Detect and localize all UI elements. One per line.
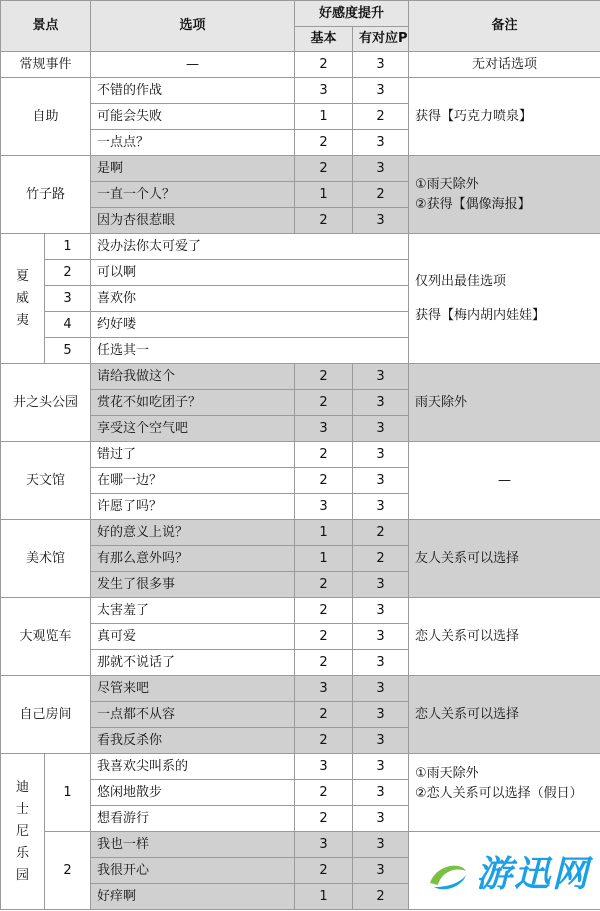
option-cell: 在哪一边？ [91, 468, 295, 494]
option-cell: 有那么意外吗？ [91, 546, 295, 572]
with-p-cell: 3 [353, 156, 409, 182]
location-cell: 井之头公园 [1, 364, 91, 442]
table-row [1, 364, 600, 390]
table-row [1, 442, 600, 468]
base-cell: 3 [295, 754, 353, 780]
note-line: ②获得【偶像海报】 [415, 196, 531, 212]
base-cell: 1 [295, 884, 353, 910]
location-cell: 自助 [1, 78, 91, 156]
location-cell-vertical [1, 754, 45, 910]
note-cell [409, 754, 600, 832]
note-line: ①雨天除外 [415, 176, 479, 192]
location-name: 迪士尼乐园 [15, 779, 29, 883]
option-cell: 任选其一 [91, 338, 409, 364]
option-cell: 请给我做这个 [91, 364, 295, 390]
location-cell-vertical [1, 234, 45, 364]
base-cell: 1 [295, 182, 353, 208]
note-line: ①雨天除外 [415, 766, 479, 781]
base-cell: 2 [295, 390, 353, 416]
option-cell: 享受这个空气吧 [91, 416, 295, 442]
base-cell: 2 [295, 624, 353, 650]
with-p-cell: 3 [353, 130, 409, 156]
with-p-cell: 3 [353, 468, 409, 494]
location-cell: 天文馆 [1, 442, 91, 520]
note-cell: 友人关系可以选择 [409, 520, 600, 598]
option-cell: 太害羞了 [91, 598, 295, 624]
base-cell: 2 [295, 130, 353, 156]
option-cell: 不错的作战 [91, 78, 295, 104]
with-p-cell: 3 [353, 52, 409, 78]
header-option: 选项 [91, 1, 295, 52]
note-line: 仅列出最佳选项 [415, 273, 507, 289]
table-row [1, 78, 600, 104]
with-p-cell: 3 [353, 754, 409, 780]
note-cell: 雨天除外 [409, 364, 600, 442]
with-p-cell: 2 [353, 546, 409, 572]
with-p-cell: 2 [353, 520, 409, 546]
with-p-cell: 3 [353, 780, 409, 806]
header-affection: 好感度提升 [295, 1, 409, 27]
base-cell: 2 [295, 442, 353, 468]
base-cell: 3 [295, 494, 353, 520]
location-name: 夏威夷 [15, 268, 29, 328]
with-p-cell: 3 [353, 676, 409, 702]
note-cell: 恋人关系可以选择 [409, 676, 600, 754]
table-row [1, 520, 600, 546]
watermark-text: 游迅网 [475, 854, 590, 895]
base-cell: 2 [295, 572, 353, 598]
with-p-cell: 3 [353, 624, 409, 650]
with-p-cell: 2 [353, 104, 409, 130]
table-row [1, 754, 600, 780]
base-cell: 2 [295, 806, 353, 832]
option-cell: 约好喽 [91, 312, 409, 338]
option-cell: 因为杏很惹眼 [91, 208, 295, 234]
base-cell: 1 [295, 546, 353, 572]
step-number: 1 [45, 234, 91, 260]
header-base: 基本 [295, 27, 353, 52]
option-cell: 一直一个人？ [91, 182, 295, 208]
option-cell: 许愿了吗？ [91, 494, 295, 520]
option-cell: 好痒啊 [91, 884, 295, 910]
table-row [1, 598, 600, 624]
with-p-cell: 3 [353, 832, 409, 858]
base-cell: 2 [295, 780, 353, 806]
location-cell: 竹子路 [1, 156, 91, 234]
option-cell: 可能会失败 [91, 104, 295, 130]
note-cell [409, 156, 600, 234]
note-cell [409, 234, 600, 364]
location-cell: 美术馆 [1, 520, 91, 598]
base-cell: 2 [295, 156, 353, 182]
base-cell: 3 [295, 676, 353, 702]
option-cell: 一点都不从容 [91, 702, 295, 728]
with-p-cell: 3 [353, 442, 409, 468]
table-row [1, 234, 600, 260]
with-p-cell: 3 [353, 650, 409, 676]
base-cell: 3 [295, 832, 353, 858]
table-row [1, 52, 600, 78]
step-number: 1 [45, 754, 91, 832]
header-row-top [1, 1, 600, 27]
site-watermark [426, 846, 590, 897]
header-location: 景点 [1, 1, 91, 52]
with-p-cell: 3 [353, 494, 409, 520]
step-number: 2 [45, 260, 91, 286]
base-cell: 3 [295, 78, 353, 104]
option-cell: 那就不说话了 [91, 650, 295, 676]
base-cell: 2 [295, 598, 353, 624]
note-cell: — [409, 442, 600, 520]
base-cell: 3 [295, 416, 353, 442]
base-cell: 2 [295, 52, 353, 78]
option-cell: 没办法你太可爱了 [91, 234, 409, 260]
with-p-cell: 3 [353, 416, 409, 442]
with-p-cell: 3 [353, 702, 409, 728]
option-cell: — [91, 52, 295, 78]
base-cell: 1 [295, 520, 353, 546]
base-cell: 1 [295, 104, 353, 130]
with-p-cell: 3 [353, 806, 409, 832]
option-cell: 发生了很多事 [91, 572, 295, 598]
base-cell: 2 [295, 468, 353, 494]
header-note: 备注 [409, 1, 600, 52]
with-p-cell: 3 [353, 598, 409, 624]
note-line: ②恋人关系可以选择（假日） [415, 786, 583, 801]
option-cell: 我也一样 [91, 832, 295, 858]
base-cell: 2 [295, 364, 353, 390]
with-p-cell: 3 [353, 728, 409, 754]
with-p-cell: 3 [353, 364, 409, 390]
base-cell: 2 [295, 858, 353, 884]
option-cell: 尽管来吧 [91, 676, 295, 702]
base-cell: 2 [295, 650, 353, 676]
option-cell: 可以啊 [91, 260, 409, 286]
header-with-p: 有对应P [353, 27, 409, 52]
step-number: 2 [45, 832, 91, 910]
location-cell: 自己房间 [1, 676, 91, 754]
option-cell: 赏花不如吃团子？ [91, 390, 295, 416]
option-cell: 错过了 [91, 442, 295, 468]
step-number: 3 [45, 286, 91, 312]
note-cell: 获得【巧克力喷泉】 [409, 78, 600, 156]
base-cell: 2 [295, 702, 353, 728]
option-cell: 好的意义上说？ [91, 520, 295, 546]
with-p-cell: 3 [353, 572, 409, 598]
with-p-cell: 3 [353, 208, 409, 234]
option-cell: 看我反杀你 [91, 728, 295, 754]
with-p-cell: 3 [353, 78, 409, 104]
option-cell: 我喜欢尖叫系的 [91, 754, 295, 780]
option-cell: 一点点？ [91, 130, 295, 156]
option-cell: 想看游行 [91, 806, 295, 832]
with-p-cell: 3 [353, 858, 409, 884]
table-row [1, 156, 600, 182]
table-row [1, 676, 600, 702]
step-number: 4 [45, 312, 91, 338]
with-p-cell: 2 [353, 182, 409, 208]
location-cell: 常规事件 [1, 52, 91, 78]
option-cell: 真可爱 [91, 624, 295, 650]
step-number: 5 [45, 338, 91, 364]
option-cell: 我很开心 [91, 858, 295, 884]
note-line: 获得【梅内胡内娃娃】 [415, 307, 546, 323]
with-p-cell: 2 [353, 884, 409, 910]
location-cell: 大观览车 [1, 598, 91, 676]
option-cell: 喜欢你 [91, 286, 409, 312]
swirl-logo-icon [426, 859, 470, 893]
option-cell: 悠闲地散步 [91, 780, 295, 806]
base-cell: 2 [295, 728, 353, 754]
with-p-cell: 3 [353, 390, 409, 416]
option-cell: 是啊 [91, 156, 295, 182]
note-cell: 恋人关系可以选择 [409, 598, 600, 676]
base-cell: 2 [295, 208, 353, 234]
note-cell: 无对话选项 [409, 52, 600, 78]
